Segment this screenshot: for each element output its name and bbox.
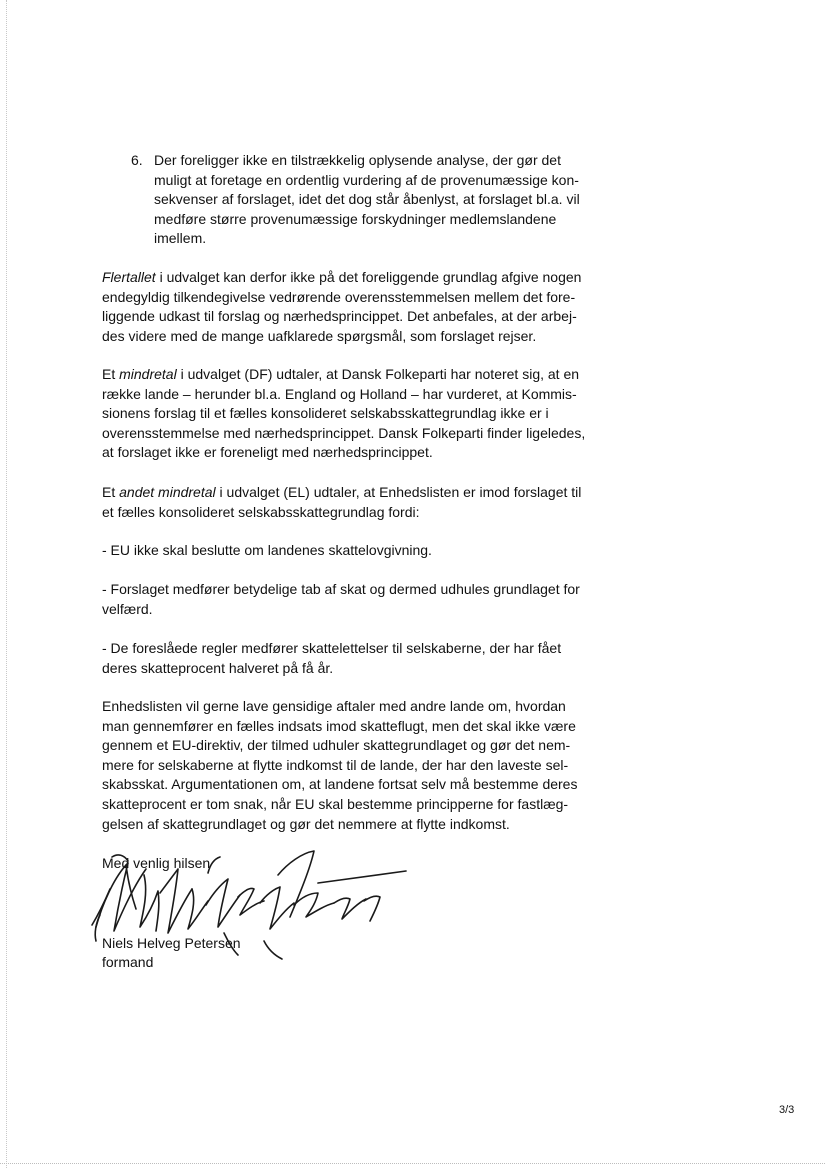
paragraph-line: Enhedslisten vil gerne lave gensidige aftaler med andre lande om, hvordan — [102, 698, 566, 714]
bullet-item — [102, 580, 602, 619]
handwritten-signature — [88, 845, 418, 965]
item-text — [154, 151, 601, 249]
item-line: medføre større provenumæssige forskydninger medlemslandene — [154, 210, 557, 227]
emphasis-andet-mindretal: andet mindretal — [119, 484, 216, 500]
paragraph-line: sionens forslag til et fælles konsolideret selskabsskattegrundlag ikke er i — [102, 405, 549, 422]
paragraph-line: - Forslaget medfører betydelige tab af skat og dermed udhules grundlaget for — [102, 581, 580, 597]
item-number: 6. — [131, 152, 143, 168]
item-line: Der foreligger ikke en tilstrækkelig oplysende analyse, der gør det — [154, 152, 561, 168]
paragraph-line: et fælles konsolideret selskabsskattegrundlag fordi: — [102, 503, 420, 520]
signer-title: formand — [102, 954, 154, 970]
paragraph-flertallet — [102, 268, 602, 346]
item-line: imellem. — [154, 230, 207, 247]
emphasis-mindretal: mindretal — [119, 366, 177, 382]
emphasis-flertallet: Flertallet — [102, 269, 156, 285]
bullet-item — [102, 541, 602, 561]
paragraph-line: Et andet mindretal i udvalget (EL) udtaler, at Enhedslisten er imod forslaget til — [102, 484, 582, 500]
item-line: muligt at foretage en ordentlig vurdering af de provenumæssige kon- — [154, 171, 579, 188]
scan-edge-left — [6, 0, 7, 1168]
paragraph-line: liggende udkast til forslag og nærhedsprincippet. Det anbefales, at der arbej- — [102, 308, 577, 325]
scan-edge-bottom — [0, 1163, 825, 1164]
paragraph-line: Flertallet i udvalget kan derfor ikke på det foreliggende grundlag afgive nogen — [102, 269, 582, 285]
paragraph-line: - De foreslåede regler medfører skattelettelser til selskaberne, der har fået — [102, 640, 562, 656]
paragraph-line: skabsskat. Argumentationen om, at landene fortsat selv må bestemme deres — [102, 776, 578, 793]
paragraph-line: overensstemmelse med nærhedsprincippet. Dansk Folkeparti finder ligeledes, — [102, 424, 586, 441]
bullet-item — [102, 639, 602, 678]
paragraph-line: gennem et EU-direktiv, der tilmed udhuler skattegrundlaget og gør det nem- — [102, 737, 571, 754]
signer-name: Niels Helveg Petersen — [102, 935, 241, 951]
paragraph-line: deres skatteprocent halveret på få år. — [102, 659, 334, 676]
paragraph-line: des videre med de mange uafklarede spørgsmål, som forslaget rejser. — [102, 327, 537, 344]
paragraph-line: velfærd. — [102, 600, 153, 617]
page-number: 3/3 — [779, 1104, 795, 1116]
item-line: sekvenser af forslaget, idet det dog står åbenlyst, at forslaget bl.a. vil — [154, 191, 580, 208]
paragraph-enhedslisten — [102, 697, 602, 834]
paragraph-line: endegyldig tilkendegivelse vedrørende overensstemmelsen mellem det fore- — [102, 288, 576, 305]
paragraph-line: skatteprocent er tom snak, når EU skal bestemme principperne for fastlæg- — [102, 795, 569, 812]
paragraph-line: gelsen af skattegrundlaget og gør det nemmere at flytte indkomst. — [102, 815, 510, 832]
paragraph-line: række lande – herunder bl.a. England og Holland – har vurderet, at Kommis- — [102, 385, 577, 402]
paragraph-andet-mindretal-el — [102, 483, 602, 522]
numbered-item-6 — [131, 151, 601, 249]
paragraph-line: man gennemfører en fælles indsats imod skatteflugt, men det skal ikke være — [102, 717, 576, 734]
closing-salutation: Med venlig hilsen — [102, 855, 211, 871]
paragraph-line: at forslaget ikke er foreneligt med nærhedsprincippet. — [102, 444, 433, 461]
paragraph-line: mere for selskaberne at flytte indkomst til de lande, der har den laveste sel- — [102, 756, 569, 773]
paragraph-mindretal-df — [102, 365, 602, 463]
paragraph-line: Et mindretal i udvalget (DF) udtaler, at Dansk Folkeparti har noteret sig, at en — [102, 366, 580, 382]
paragraph-line: - EU ikke skal beslutte om landenes skattelovgivning. — [102, 542, 432, 558]
